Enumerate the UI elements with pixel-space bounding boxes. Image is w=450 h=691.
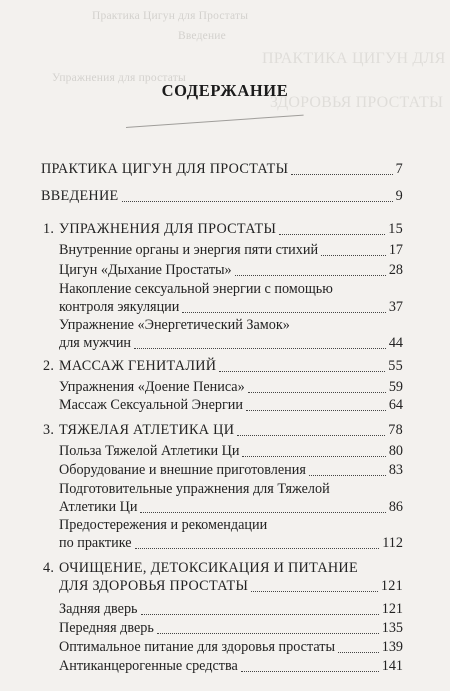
- toc-chapter-4: [59, 578, 403, 595]
- toc-entry-label: ОЧИЩЕНИЕ, ДЕТОКСИКАЦИЯ И ПИТАНИЕ: [59, 560, 358, 576]
- toc-subentry-line1: Предостережения и рекомендации: [59, 517, 268, 533]
- toc-page-number: 28: [388, 262, 403, 278]
- page-title: СОДЕРЖАНИЕ: [161, 81, 289, 100]
- leader-dots: [241, 671, 379, 672]
- toc-subentry: [59, 335, 403, 352]
- toc-subentry-line1: Упражнение «Энергетический Замок»: [59, 317, 290, 333]
- leader-dots: [291, 174, 392, 175]
- leader-dots: [140, 512, 385, 513]
- leader-dots: [248, 392, 386, 393]
- toc-page-number: 64: [388, 397, 403, 413]
- toc-entry-label: Передняя дверь: [59, 620, 154, 636]
- leader-dots: [219, 371, 385, 372]
- leader-dots: [135, 548, 380, 549]
- toc-entry-label: контроля эякуляции: [59, 299, 180, 315]
- chapter-number: 3.: [43, 422, 55, 438]
- toc-page-number: 135: [381, 620, 403, 636]
- leader-dots: [237, 435, 385, 436]
- toc-subentry-line1: Накопление сексуальной энергии с помощью: [59, 281, 333, 297]
- bleed-through-text: [0, 0, 450, 132]
- toc-entry-practice: [41, 161, 403, 178]
- toc-entry-label: Оборудование и внешние приготовления: [59, 462, 306, 478]
- leader-dots: [134, 348, 386, 349]
- toc-entry-label: УПРАЖНЕНИЯ ДЛЯ ПРОСТАТЫ: [59, 221, 277, 237]
- toc-subentry: [59, 620, 403, 637]
- leader-dots: [246, 410, 386, 411]
- toc-subentry: [59, 379, 403, 396]
- toc-entry-label: Антиканцерогенные средства: [59, 658, 238, 674]
- toc-page-number: 112: [382, 535, 403, 551]
- ghost-line: Практика Цигун для Простаты: [92, 10, 249, 22]
- toc-page-number: 78: [388, 422, 403, 438]
- toc-page-number: 44: [388, 335, 403, 351]
- toc-subentry: [59, 443, 403, 460]
- toc-entry-label: Внутренние органы и энергия пяти стихий: [59, 242, 319, 258]
- toc-subentry: [59, 242, 403, 259]
- toc-entry-label: ДЛЯ ЗДОРОВЬЯ ПРОСТАТЫ: [59, 578, 249, 594]
- toc-entry-label: ВВЕДЕНИЕ: [41, 188, 119, 204]
- toc-page-number: 80: [388, 443, 403, 459]
- toc-subentry-line1: Подготовительные упражнения для Тяжелой: [59, 481, 330, 497]
- leader-dots: [157, 633, 379, 634]
- toc-entry-intro: [41, 188, 403, 205]
- toc-entry-label: Упражнения «Доение Пениса»: [59, 379, 245, 395]
- leader-dots: [141, 614, 379, 615]
- ghost-line: Упражнения для простаты: [52, 72, 186, 84]
- toc-page-number: 121: [380, 578, 403, 594]
- toc-page-number: 59: [388, 379, 403, 395]
- toc-entry-label: по практике: [59, 535, 132, 551]
- toc-subentry: [59, 299, 403, 316]
- toc-subentry: [59, 601, 403, 618]
- toc-page-number: 121: [381, 601, 403, 617]
- ghost-line: ПРАКТИКА ЦИГУН ДЛЯ: [262, 50, 446, 67]
- toc-page-number: 7: [395, 161, 403, 177]
- toc-page-number: 37: [388, 299, 403, 315]
- toc-entry-label: Массаж Сексуальной Энергии: [59, 397, 243, 413]
- ghost-line: Введение: [178, 30, 226, 42]
- leader-dots: [251, 591, 378, 592]
- toc-chapter-3: [43, 422, 403, 439]
- toc-page-number: 139: [381, 639, 403, 655]
- toc-entry-label: Задняя дверь: [59, 601, 138, 617]
- chapter-number: 4.: [43, 560, 55, 576]
- leader-dots: [279, 234, 385, 235]
- toc-entry-label: ПРАКТИКА ЦИГУН ДЛЯ ПРОСТАТЫ: [41, 161, 289, 177]
- toc-subentry: [59, 262, 403, 279]
- toc-page-number: 55: [388, 358, 403, 374]
- chapter-number: 2.: [43, 358, 55, 374]
- leader-dots: [242, 456, 385, 457]
- toc-subentry: [59, 535, 403, 552]
- leader-dots: [338, 652, 379, 653]
- toc-entry-label: Цигун «Дыхание Простаты»: [59, 262, 232, 278]
- toc-entry-label: для мужчин: [59, 335, 132, 351]
- toc-page-number: 86: [388, 499, 403, 515]
- toc-page-number: 17: [388, 242, 403, 258]
- toc-entry-label: МАССАЖ ГЕНИТАЛИЙ: [59, 358, 217, 374]
- toc-subentry: [59, 658, 403, 675]
- toc-entry-label: Польза Тяжелой Атлетики Ци: [59, 443, 240, 459]
- toc-subentry: [59, 639, 403, 656]
- pen-stroke: [126, 115, 304, 128]
- toc-chapter-2: [43, 358, 403, 375]
- leader-dots: [321, 255, 386, 256]
- toc-subentry: [59, 499, 403, 516]
- ghost-line: ЗДОРОВЬЯ ПРОСТАТЫ: [270, 94, 444, 111]
- toc-chapter-4-line1: [43, 560, 358, 577]
- toc-chapter-1: [43, 221, 403, 238]
- toc-page-number: 141: [381, 658, 403, 674]
- toc-page-number: 83: [388, 462, 403, 478]
- toc-entry-label: Оптимальное питание для здоровья простаты: [59, 639, 335, 655]
- leader-dots: [182, 312, 385, 313]
- toc-subentry: [59, 397, 403, 414]
- leader-dots: [235, 275, 386, 276]
- toc-entry-label: ТЯЖЕЛАЯ АТЛЕТИКА ЦИ: [59, 422, 235, 438]
- leader-dots: [309, 475, 386, 476]
- toc-page-number: 15: [388, 221, 403, 237]
- toc-page-number: 9: [395, 188, 403, 204]
- leader-dots: [122, 201, 393, 202]
- toc-subentry: [59, 462, 403, 479]
- chapter-number: 1.: [43, 221, 55, 237]
- toc-entry-label: Атлетики Ци: [59, 499, 138, 515]
